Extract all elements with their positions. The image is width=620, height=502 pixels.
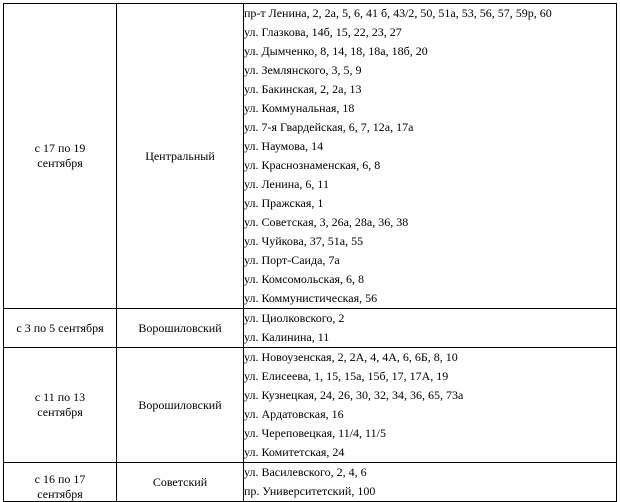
street-address: пр. Университетский, 100	[244, 484, 376, 498]
district-text: Советский	[152, 474, 208, 489]
street-address: ул. Циолковского, 2	[244, 311, 345, 325]
date-text: с 11 по 13	[34, 390, 86, 404]
streets-cell	[244, 309, 617, 348]
street-address: ул. Дымченко, 8, 14, 18, 18а, 18б, 20	[244, 44, 428, 58]
street-address: ул. Елисеева, 1, 15, 15а, 15б, 17, 17А, 19	[244, 369, 449, 383]
date-text: сентября	[37, 405, 83, 419]
district-cell	[117, 348, 244, 463]
table-row	[4, 463, 617, 502]
street-address: ул. Череповецкая, 11/4, 11/5	[244, 426, 386, 440]
district-cell	[117, 309, 244, 348]
streets-cell	[244, 4, 617, 309]
street-address: ул. Василевского, 2, 4, 6	[244, 465, 367, 479]
street-address: ул. Пражская, 1	[244, 196, 324, 210]
streets-cell	[244, 348, 617, 463]
street-address: ул. Коммунистическая, 56	[244, 291, 378, 305]
street-address: ул. Бакинская, 2, 2а, 13	[244, 82, 362, 96]
date-text: с 17 по 19	[34, 141, 86, 155]
street-address: ул. Краснознаменская, 6, 8	[244, 158, 381, 172]
streets-cell	[244, 463, 617, 502]
schedule-table	[3, 3, 617, 502]
date-cell	[4, 309, 117, 348]
table-row	[4, 4, 617, 309]
date-text: с 3 по 5 сентября	[16, 320, 104, 335]
date-text: сентября	[37, 156, 83, 170]
date-cell	[4, 463, 117, 502]
schedule-table-body	[4, 4, 617, 502]
street-address: ул. Калинина, 11	[244, 330, 330, 344]
table-row	[4, 348, 617, 463]
street-address: пр-т Ленина, 2, 2а, 5, 6, 41 б, 43/2, 50, 51а, 53, 56, 57, 59р, 60	[244, 6, 552, 20]
street-address: ул. Кузнецкая, 24, 26, 30, 32, 34, 36, 65, 73а	[244, 388, 464, 402]
street-address: ул. Порт-Саида, 7а	[244, 253, 340, 267]
street-address: ул. Комитетская, 24	[244, 445, 345, 459]
street-address: ул. Советская, 3, 26а, 28а, 36, 38	[244, 215, 409, 229]
table-row	[4, 309, 617, 348]
street-address: ул. Новоузенская, 2, 2А, 4, 4А, 6, 6Б, 8, 10	[244, 350, 458, 364]
street-address: ул. Наумова, 14	[244, 139, 324, 153]
district-cell	[117, 4, 244, 309]
street-address: ул. Чуйкова, 37, 51а, 55	[244, 234, 364, 248]
date-cell	[4, 348, 117, 463]
district-cell	[117, 463, 244, 502]
street-address: ул. Землянского, 3, 5, 9	[244, 63, 362, 77]
street-address: ул. 7-я Гвардейская, 6, 7, 12а, 17а	[244, 120, 414, 134]
street-address: ул. Комсомольская, 6, 8	[244, 272, 365, 286]
date-text: сентября	[37, 487, 83, 501]
district-text: Ворошиловский	[138, 397, 222, 412]
date-text: с 16 по 17	[34, 472, 86, 486]
street-address: ул. Ардатовская, 16	[244, 407, 344, 421]
street-address: ул. Глазкова, 14б, 15, 22, 23, 27	[244, 25, 402, 39]
street-address: ул. Ленина, 6, 11	[244, 177, 329, 191]
date-cell	[4, 4, 117, 309]
district-text: Ворошиловский	[138, 320, 222, 335]
street-address: ул. Коммунальная, 18	[244, 101, 355, 115]
district-text: Центральный	[145, 148, 215, 163]
